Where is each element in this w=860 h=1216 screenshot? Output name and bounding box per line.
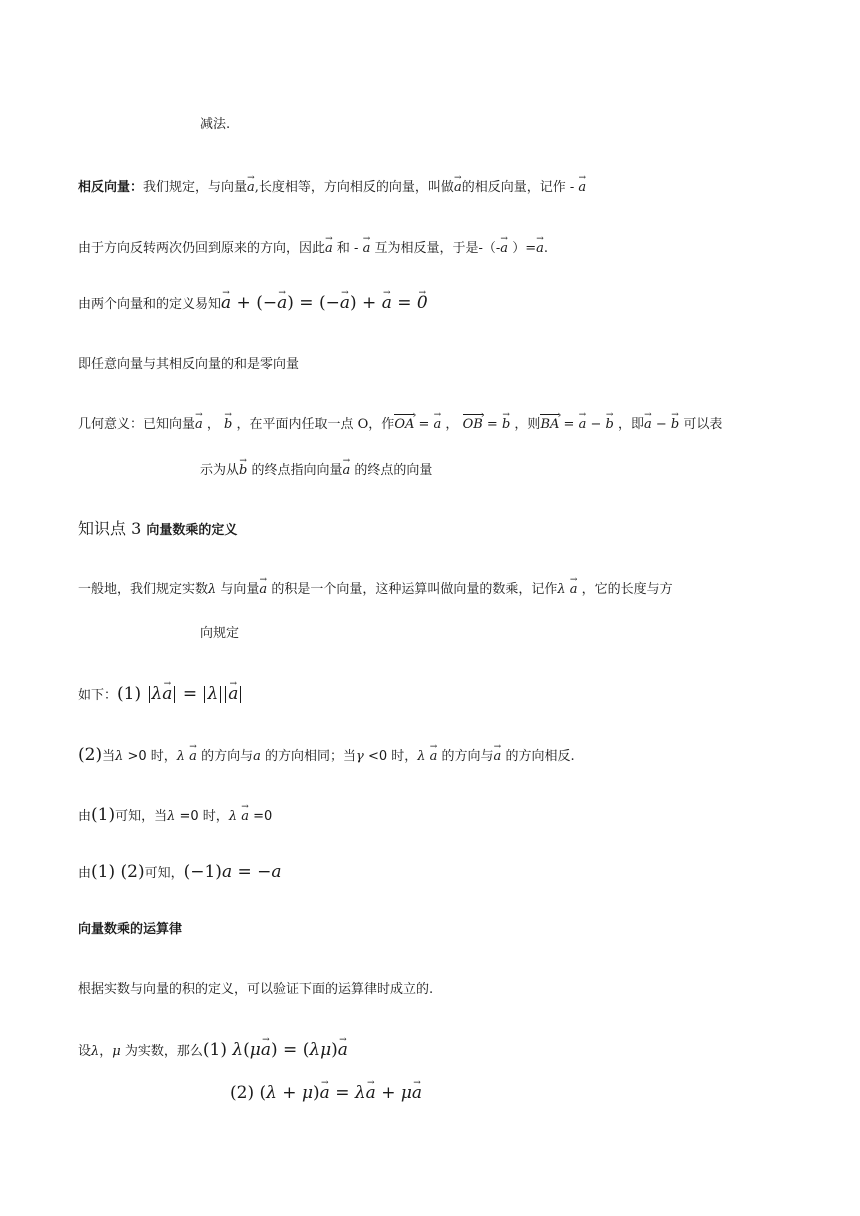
formula-magnitude: (1) λ→ a = λ→ a — [117, 684, 243, 704]
text-line — [78, 980, 433, 1000]
vector-a: → a — [363, 239, 371, 259]
text: 由于方向反转两次仍回到原来的方向，因此 — [78, 241, 326, 256]
vector-a: → a — [195, 415, 203, 435]
text: 可知，当 — [115, 809, 168, 824]
vector-a: → a — [325, 239, 333, 259]
text: 互为相反量，于是-（- — [374, 241, 501, 256]
text: 为实数，那么 — [124, 1044, 203, 1059]
text: ，它的长度与方 — [581, 582, 673, 597]
text: =0 时， — [179, 809, 229, 824]
vector-a: → a — [536, 239, 544, 259]
ref-1: (1) — [91, 805, 116, 825]
formula-minus-one: (−1)a = −a — [183, 862, 282, 882]
text: ，则 — [514, 417, 541, 432]
text: 示为从 — [200, 463, 240, 478]
text: 由 — [78, 866, 92, 881]
text: 我们规定，与向量 — [143, 180, 248, 195]
text: 和 - — [336, 241, 359, 256]
text-line — [78, 805, 272, 827]
heading-title: 向量数乘的定义 — [146, 523, 238, 538]
text: 的方向与 — [441, 749, 494, 764]
text-line — [78, 580, 673, 600]
text: 一般地，我们规定实数 — [78, 582, 209, 597]
formula-a-minus-b: → a − → b — [644, 417, 679, 432]
vector-a: → a — [454, 178, 462, 198]
vector-b: → b — [224, 415, 232, 435]
text: 可知， — [144, 866, 184, 881]
text: 的积是一个向量，这种运算叫做向量的数乘，记作 — [271, 582, 558, 597]
text-line — [78, 745, 575, 767]
text: 向规定 — [200, 626, 240, 641]
text: ， — [99, 1044, 113, 1059]
text: 即任意向量与其相反向量的和是零向量 — [78, 357, 300, 372]
text: 减法. — [200, 117, 231, 132]
text-line: 由于方向反转两次仍回到原来的方向，因此→ a 和 - → a 互为相反量，于是-（-→ a ）=→ a. — [78, 239, 548, 259]
item-number-2: (2) — [78, 745, 103, 765]
text: 的方向相同；当 — [265, 749, 357, 764]
subheading-text: 向量数乘的运算律 — [78, 922, 183, 937]
symbol-lambda: λ — [167, 809, 176, 824]
formula-distributive: (2) (λ + μ)→ a = λ→ a + μ→ a — [230, 1083, 422, 1103]
text-line — [78, 293, 428, 315]
text: 的方向相反. — [505, 749, 575, 764]
text: 由两个向量和的定义易知 — [78, 297, 222, 312]
symbol-lambda: λ — [115, 749, 124, 764]
vector-a: → a — [343, 461, 351, 481]
text-line — [78, 684, 243, 706]
text-line — [230, 1083, 422, 1105]
formula-opposite-sum: → a + (−→ a) = (−→ a) + → a = → 0 — [221, 293, 428, 313]
text: <0 时， — [367, 749, 418, 764]
text: 当 — [102, 749, 116, 764]
vector-a: → a — [259, 580, 267, 600]
text: 由 — [78, 809, 92, 824]
text-line — [78, 862, 282, 884]
term-opposite-vector: 相反向量： — [78, 180, 144, 195]
text: 如下： — [78, 688, 118, 703]
text: 的方向与 — [201, 749, 254, 764]
symbol-lambda: λ — [91, 1044, 100, 1059]
text: ）= — [512, 241, 537, 256]
symbol-a: a — [253, 749, 261, 764]
formula-lambda-a: λ → a — [417, 749, 437, 764]
symbol-gamma: γ — [356, 749, 364, 764]
formula-lambda-a: λ → a — [229, 809, 249, 824]
text: 根据实数与向量的积的定义，可以验证下面的运算律时成立的. — [78, 982, 434, 997]
text-line — [78, 178, 586, 198]
text: 的相反向量，记作 - — [461, 180, 575, 195]
text-line — [200, 624, 239, 644]
text: 的终点的向量 — [354, 463, 433, 478]
heading-number: 知识点 3 — [78, 519, 142, 538]
text: 设 — [78, 1044, 92, 1059]
formula-ob: OB › = → b — [463, 417, 511, 432]
text-line: 几何意义：已知向量→ a ， → b ，在平面内任取一点 O，作OA › = → a ， OB › = → b ，则BA › = → a − → b ，即→ a − → b 可以表 — [78, 415, 722, 435]
formula-ba: BA › = → a − → b — [540, 417, 613, 432]
vector-a: → a — [500, 239, 508, 259]
subheading — [78, 920, 182, 940]
vector-a: → a — [247, 178, 255, 198]
text: 可以表 — [683, 417, 723, 432]
text-line — [78, 355, 299, 375]
symbol-lambda: λ — [208, 582, 217, 597]
text: ，即 — [617, 417, 644, 432]
section-heading — [78, 519, 237, 541]
text: 与向量 — [220, 582, 260, 597]
vector-a: → a — [578, 178, 586, 198]
formula-associative: (1) λ(μ→ a) = (λμ)→ a — [203, 1040, 348, 1060]
text-line — [200, 461, 432, 481]
text-line — [200, 115, 230, 135]
text: =0 — [253, 809, 273, 824]
text-line — [78, 1040, 348, 1062]
formula-lambda-a: λ → a — [557, 582, 577, 597]
vector-a: → a — [494, 747, 502, 767]
text: 的终点指向向量 — [251, 463, 343, 478]
ref-1-2: (1) (2) — [91, 862, 145, 882]
text: ，在平面内任取一点 O，作 — [236, 417, 395, 432]
text: >0 时， — [127, 749, 177, 764]
formula-oa: OA › = → a — [394, 417, 441, 432]
vector-b: → b — [239, 461, 247, 481]
symbol-mu: μ — [112, 1044, 121, 1059]
text: 几何意义：已知向量 — [78, 417, 196, 432]
formula-lambda-a: λ → a — [177, 749, 197, 764]
text: ,长度相等，方向相反的向量，叫做 — [254, 180, 454, 195]
